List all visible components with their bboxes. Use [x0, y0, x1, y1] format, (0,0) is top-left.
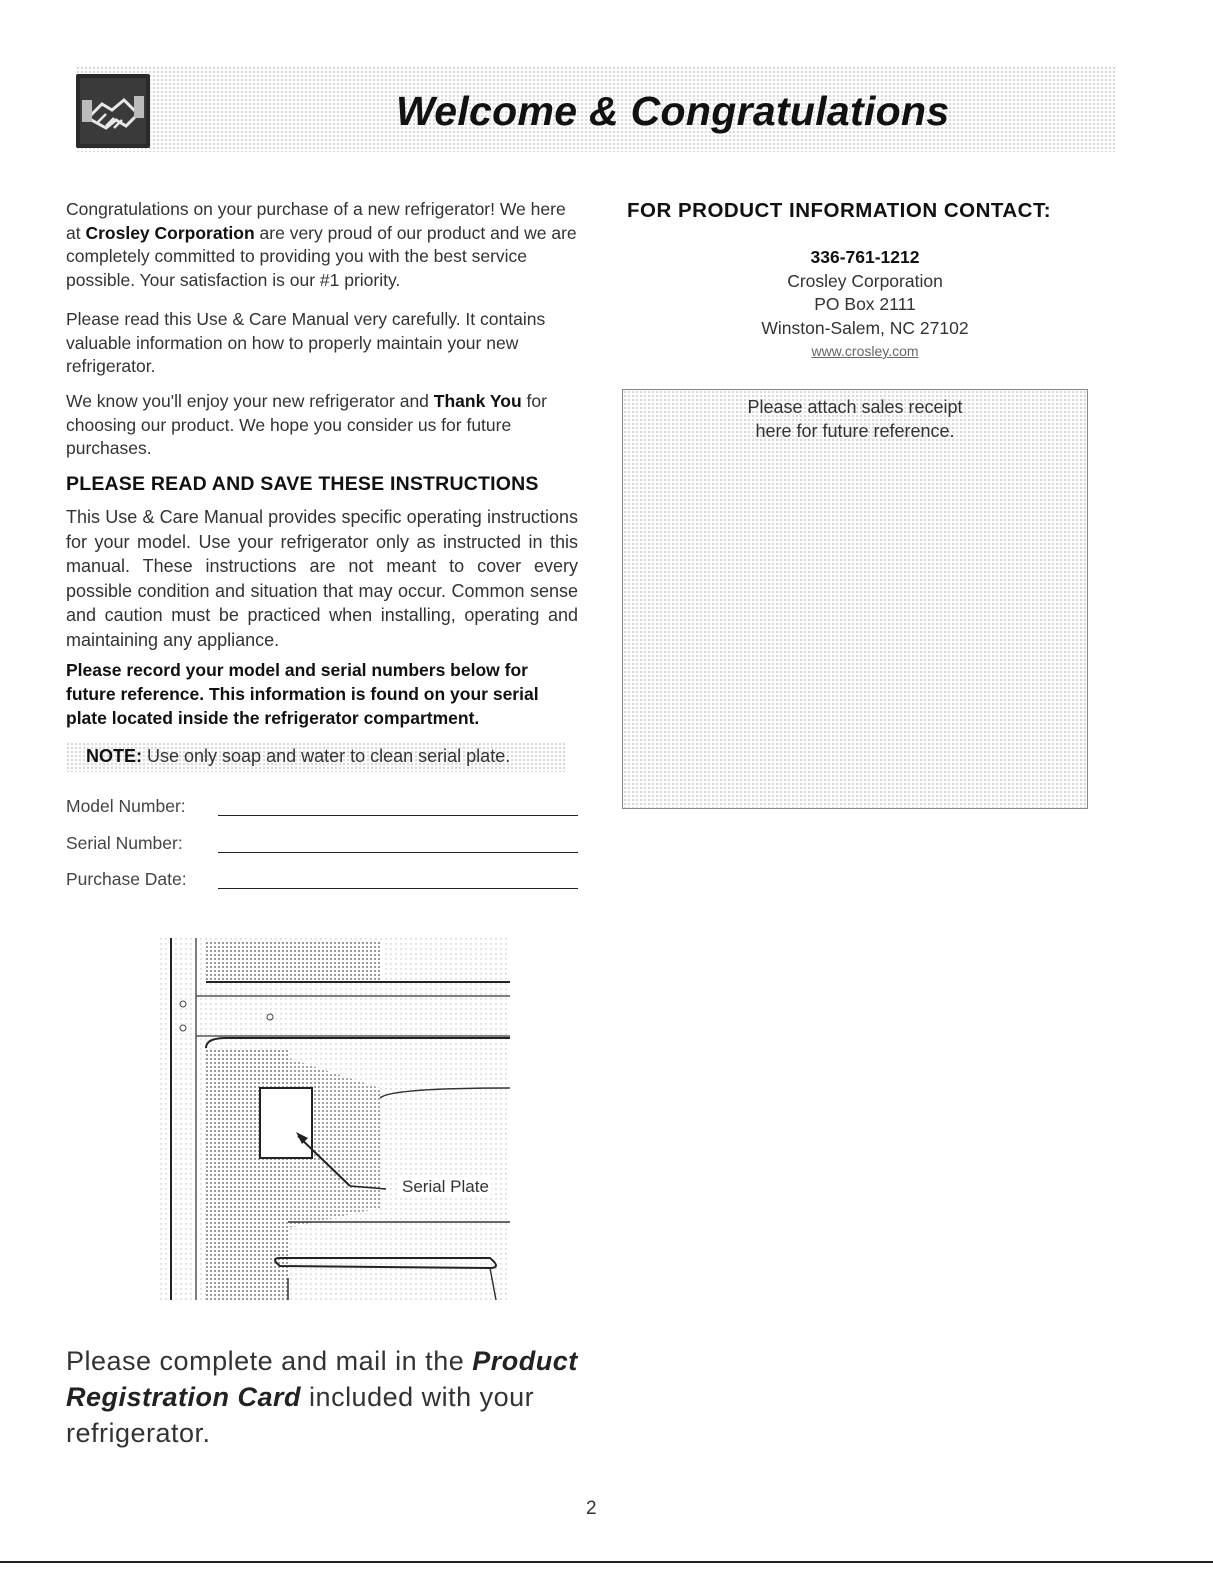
receipt-line-2: here for future reference. — [755, 420, 955, 441]
model-number-line — [218, 815, 578, 816]
contact-po-box: PO Box 2111 — [814, 294, 916, 314]
contact-company: Crosley Corporation — [787, 270, 943, 291]
contact-block — [680, 246, 1050, 364]
contact-url[interactable]: www.crosley.com — [811, 343, 919, 359]
page-number: 2 — [586, 1498, 597, 1519]
contact-city: Winston-Salem, NC 27102 — [761, 317, 969, 338]
refrigerator-illustration — [150, 938, 520, 1300]
model-number-label: Model Number: — [66, 796, 186, 816]
footer-rule — [0, 1561, 1213, 1563]
serial-plate-callout: Serial Plate — [402, 1177, 489, 1196]
contact-phone: 336-761-1212 — [810, 247, 920, 267]
instructions-heading: PLEASE READ AND SAVE THESE INSTRUCTIONS — [66, 473, 539, 495]
purchase-date-row — [66, 869, 578, 895]
record-serial-note: Please record your model and serial numbers below for future reference. This information is found on your serial plate located inside the refrigerator compartment. — [66, 660, 539, 728]
receipt-attach-box — [622, 389, 1088, 809]
intro-paragraph-1: Congratulations on your purchase of a new refrigerator! We here at Crosley Corporation are very proud of our product and we are completely committed to providing you with the best service possible. Your satisfaction is our #1 priority. — [66, 199, 577, 290]
receipt-instructions — [623, 396, 1087, 443]
serial-number-row — [66, 833, 578, 859]
purchase-date-label: Purchase Date: — [66, 869, 187, 889]
registration-card-reminder: Please complete and mail in the Product Registration Card included with your refrigerator. — [66, 1346, 578, 1448]
handshake-icon — [76, 74, 150, 148]
note-text: NOTE: Use only soap and water to clean serial plate. — [86, 746, 511, 766]
model-number-row — [66, 796, 578, 822]
instructions-body: This Use & Care Manual provides specific operating instructions for your model. Use your refrigerator only as instructed in this manual. These instructions are not meant to cover every possible condition and situation that may occur. Common sense and caution must be practiced when installing, operating and maintaining any appliance. — [66, 507, 578, 650]
purchase-date-line — [218, 888, 578, 889]
intro-paragraph-2: Please read this Use & Care Manual very carefully. It contains valuable information on how to properly maintain your new refrigerator. — [66, 309, 546, 376]
serial-number-line — [218, 852, 578, 853]
page-title: Welcome & Congratulations — [396, 88, 950, 134]
receipt-line-1: Please attach sales receipt — [747, 397, 963, 417]
serial-number-label: Serial Number: — [66, 833, 183, 853]
contact-heading: FOR PRODUCT INFORMATION CONTACT: — [627, 199, 1052, 222]
intro-paragraph-3: We know you'll enjoy your new refrigerator and Thank You for choosing our product. We hope you consider us for future purchases. — [66, 391, 547, 458]
header-banner — [76, 66, 1116, 152]
note-box — [66, 742, 566, 772]
